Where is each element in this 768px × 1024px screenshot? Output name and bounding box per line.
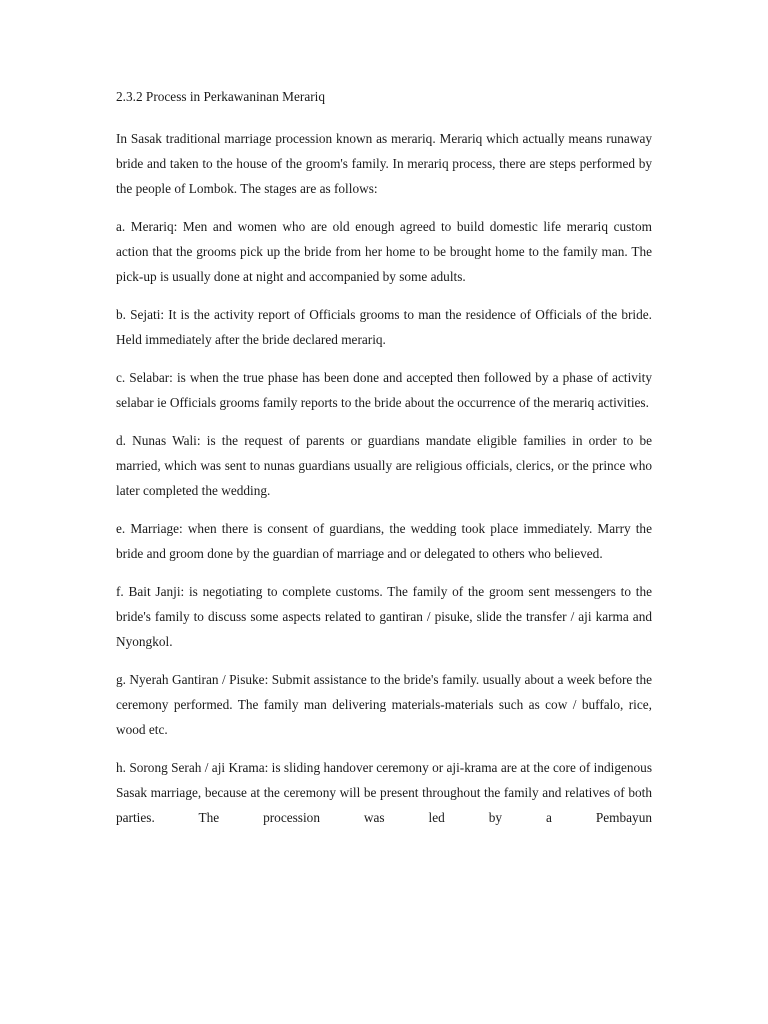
paragraph-marriage: e. Marriage: when there is consent of guardians, the wedding took place immediately. Marry the bride and groom done by the guardian of marriage and or delegated to others who believed. (116, 521, 652, 561)
paragraph-bait-janji: f. Bait Janji: is negotiating to complete customs. The family of the groom sent messengers to the bride's family to discuss some aspects related to gantiran / pisuke, slide the transfer / aji karma and Nyongkol. (116, 584, 652, 649)
paragraph-intro: In Sasak traditional marriage procession known as merariq. Merariq which actually means runaway bride and taken to the house of the groom's family. In merariq process, there are steps performed by the people of Lombok. The stages are as follows: (116, 131, 652, 196)
paragraph-selabar: c. Selabar: is when the true phase has been done and accepted then followed by a phase of activity selabar ie Officials grooms family reports to the bride about the occurrence of the merariq activities. (116, 370, 652, 410)
paragraph-sejati: b. Sejati: It is the activity report of Officials grooms to man the residence of Officials of the bride. Held immediately after the bride declared merariq. (116, 307, 652, 347)
document-body (116, 84, 652, 843)
paragraph-nyerah-gantiran: g. Nyerah Gantiran / Pisuke: Submit assistance to the bride's family. usually about a week before the ceremony performed. The family man delivering materials-materials such as cow / buffalo, rice, wood etc. (116, 672, 652, 737)
paragraph-merariq: a. Merariq: Men and women who are old enough agreed to build domestic life merariq custom action that the grooms pick up the bride from her home to be brought home to the family man. The pick-up is usually done at night and accompanied by some adults. (116, 219, 652, 284)
section-heading: 2.3.2 Process in Perkawaninan Merariq (116, 89, 326, 104)
paragraph-sorong-serah: h. Sorong Serah / aji Krama: is sliding handover ceremony or aji-krama are at the core of indigenous Sasak marriage, because at the ceremony will be present throughout the family and relatives of both parties. The procession was led by a Pembayun (116, 760, 652, 825)
paragraph-nunas-wali: d. Nunas Wali: is the request of parents or guardians mandate eligible families in order to be married, which was sent to nunas guardians usually are religious officials, clerics, or the prince who later completed the wedding. (116, 433, 652, 498)
